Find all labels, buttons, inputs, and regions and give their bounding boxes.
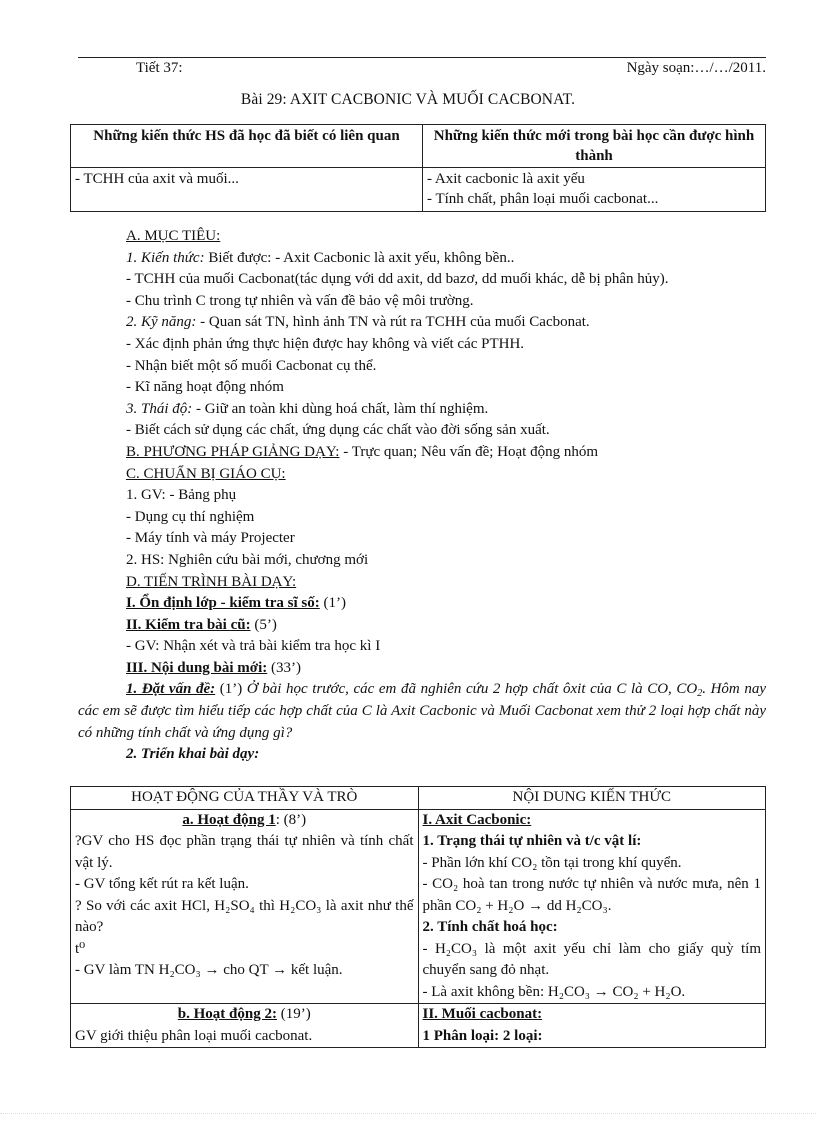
activity-table xyxy=(70,786,766,1048)
d3-2-label: 2. Triển khai bài dạy: xyxy=(126,746,260,763)
d3-label: III. Nội dung bài mới: xyxy=(126,659,268,676)
knowledge-item: - TCHH của axit và muối... xyxy=(75,171,239,187)
a1-text: Biết được: - Axit Cacbonic là axit yếu, không bền.. xyxy=(204,249,515,266)
section-b-title: B. PHƯƠNG PHÁP GIẢNG DẠY: xyxy=(126,443,340,460)
a2-line4: - Kĩ năng hoạt động nhóm xyxy=(126,379,284,396)
a1-line3: - Chu trình C trong tự nhiên và vấn đề bảo vệ môi trường. xyxy=(126,292,474,309)
d3-1-label: 1. Đặt vấn đề: xyxy=(126,681,216,698)
d3-time: (33’) xyxy=(267,659,302,676)
right1-a: - Phần lớn khí CO₂ tồn tại trong khí quyển. xyxy=(422,854,682,871)
lesson-title: Bài 29: AXIT CACBONIC VÀ MUỐI CACBONAT. xyxy=(240,91,576,108)
activity-col1-header: HOẠT ĐỘNG CỦA THẦY VÀ TRÒ xyxy=(71,787,419,810)
right1-sub1: 1. Trạng thái tự nhiên và t/c vật lí: xyxy=(422,833,642,849)
d2-text: - GV: Nhận xét và trả bài kiểm tra học kì I xyxy=(126,638,381,655)
a3-line2: - Biết cách sử dụng các chất, ứng dụng các chất vào đời sống sản xuất. xyxy=(126,422,550,439)
preparation-date: Ngày soạn:…/…/2011. xyxy=(626,60,766,76)
a2-text: - Quan sát TN, hình ảnh TN và rút ra TCHH của muối Cacbonat. xyxy=(196,314,590,331)
d1-label: I. Ổn định lớp - kiểm tra sĩ số: xyxy=(126,595,320,612)
knowledge-col1-cell xyxy=(71,168,423,212)
c-line1: 1. GV: - Bảng phụ xyxy=(126,487,237,504)
right2-title: II. Muối cacbonat: xyxy=(422,1006,543,1022)
section-b-text: - Trực quan; Nêu vấn đề; Hoạt động nhóm xyxy=(339,443,598,460)
left1-item: - GV làm TN H₂CO₃ → cho QT → kết luận. xyxy=(75,962,343,978)
a3-label: 3. Thái độ: xyxy=(126,400,193,417)
d3-1-time: (1’) xyxy=(215,681,247,698)
page-bottom-rule xyxy=(0,1113,816,1114)
knowledge-table xyxy=(70,124,766,212)
a1-label: 1. Kiến thức: xyxy=(126,249,205,266)
right1-title: I. Axit Cacbonic: xyxy=(422,811,532,828)
activity1-left xyxy=(71,809,419,1004)
d2-label: II. Kiểm tra bài cũ: xyxy=(126,616,251,633)
left1-item: ?GV cho HS đọc phần trạng thái tự nhiên và tính chất vật lý. xyxy=(75,833,414,871)
d3-1-text-b: . Hôm nay các em sẽ được tìm hiểu tiếp các hợp chất của C là Axit Cacbonic và Muối Cacbonat xem thử 2 loại hợp chất này có những tính chất và ứng dụng gì? xyxy=(78,681,766,741)
activity2-right xyxy=(418,1004,766,1048)
c-line3: - Máy tính và máy Projecter xyxy=(126,530,295,547)
left1-item: ? So với các axit HCl, H₂SO₄ thì H₂CO₃ là axit như thế nào? xyxy=(75,897,414,935)
lesson-number: Tiết 37: xyxy=(136,60,183,76)
activity-col2-header: NỘI DUNG KIẾN THỨC xyxy=(418,787,766,810)
knowledge-col2-cell xyxy=(423,168,766,212)
d1-time: (1’) xyxy=(319,595,347,612)
a1-line2: - TCHH của muối Cacbonat(tác dụng với dd axit, dd bazơ, dd muối khác, dễ bị phân hủy). xyxy=(126,271,669,288)
hd1-time: : (8’) xyxy=(275,811,307,828)
knowledge-col2-header: Những kiến thức mới trong bài học cần được hình thành xyxy=(423,125,766,168)
hd1-label: a. Hoạt động 1 xyxy=(182,811,276,828)
hd2-time: (19’) xyxy=(276,1006,311,1022)
right1-c: - H₂CO₃ là một axit yếu chỉ làm cho giấy quỳ tím chuyển sang đỏ nhạt. xyxy=(422,940,761,978)
section-d-title: D. TIẾN TRÌNH BÀI DẠY: xyxy=(126,573,297,590)
a3-text: - Giữ an toàn khi dùng hoá chất, làm thí nghiệm. xyxy=(192,400,489,417)
right1-b: - CO₂ hoà tan trong nước tự nhiên và nước mưa, nên 1 phần CO₂ + H₂O → dd H₂CO₃. xyxy=(422,876,761,914)
left1-item: t⁰ xyxy=(75,940,86,957)
d2-time: (5’) xyxy=(250,616,277,633)
activity1-right xyxy=(418,809,766,1004)
header-rule xyxy=(78,57,766,58)
knowledge-item: - Tính chất, phân loại muối cacbonat... xyxy=(427,191,659,207)
section-a-title: A. MỤC TIÊU: xyxy=(126,228,221,244)
activity2-left xyxy=(71,1004,419,1048)
knowledge-item: - Axit cacbonic là axit yếu xyxy=(427,171,585,187)
right1-sub2: 2. Tính chất hoá học: xyxy=(422,919,558,935)
c-line2: - Dụng cụ thí nghiệm xyxy=(126,508,255,525)
c-line4: 2. HS: Nghiên cứu bài mới, chương mới xyxy=(126,551,369,568)
left2-item: GV giới thiệu phân loại muối cacbonat. xyxy=(75,1027,313,1044)
lesson-body: A. MỤC TIÊU: 1. Kiến thức: Biết được: - Axit Cacbonic là axit yếu, không bền.. - TCHH của muối Cacbonat(tác dụng với dd axit, dd bazơ, dd muối khác, dễ bị phân hủy). - Chu trình C trong tự nhiên và vấn đề bảo vệ môi trường. 2. Kỹ năng: - Quan sát TN, hình ảnh TN và rút ra TCHH của muối Cacbonat. - Xác định phản ứng thực hiện được hay không và viết các PTHH. - Nhận biết một số muối Cacbonat cụ thể. - Kĩ năng hoạt động nhóm 3. Thái độ: - Giữ an toàn khi dùng hoá chất, làm thí nghiệm. - Biết cách sử dụng các chất, ứng dụng các chất vào đời sống sản xuất. B. PHƯƠNG PHÁP GIẢNG DẠY: - Trực quan; Nêu vấn đề; Hoạt động nhóm C. CHUẨN BỊ GIÁO CỤ: 1. GV: - Bảng phụ - Dụng cụ thí nghiệm - Máy tính và máy Projecter 2. HS: Nghiên cứu bài mới, chương mới D. TIẾN TRÌNH BÀI DẠY: I. Ổn định lớp - kiểm tra sĩ số: (1’) II. Kiểm tra bài cũ: (5’) - GV: Nhận xét và trả bài kiểm tra học kì I III. Nội dung bài mới: (33’) 1. Đặt vấn đề: (1’) Ở bài học trước, các em đã nghiên cứu 2 hợp chất ôxit của C là CO, $CO_2$. Hôm nay các em sẽ được tìm hiểu tiếp các hợp chất của C là Axit Cacbonic và Muối Cacbonat xem thử 2 loại hợp chất này có những tính chất và ứng dụng gì? 2. Triển khai bài dạy: xyxy=(78,228,766,763)
a2-line3: - Nhận biết một số muối Cacbonat cụ thể. xyxy=(126,357,377,374)
right1-d: - Là axit không bền: H₂CO₃ → CO₂ + H₂O. xyxy=(422,983,686,1000)
left1-item: - GV tổng kết rút ra kết luận. xyxy=(75,876,249,892)
knowledge-col1-header: Những kiến thức HS đã học đã biết có liên quan xyxy=(71,125,423,168)
hd2-label: b. Hoạt động 2: xyxy=(177,1006,277,1022)
right2-sub: 1 Phân loại: 2 loại: xyxy=(422,1027,543,1044)
a2-line2: - Xác định phản ứng thực hiện được hay không và viết các PTHH. xyxy=(126,335,525,352)
d3-1-text-a: Ở bài học trước, các em đã nghiên cứu 2 hợp chất ôxit của C là CO, CO xyxy=(246,681,698,698)
section-c-title: C. CHUẨN BỊ GIÁO CỤ: xyxy=(126,465,286,482)
a2-label: 2. Kỹ năng: xyxy=(126,314,197,331)
